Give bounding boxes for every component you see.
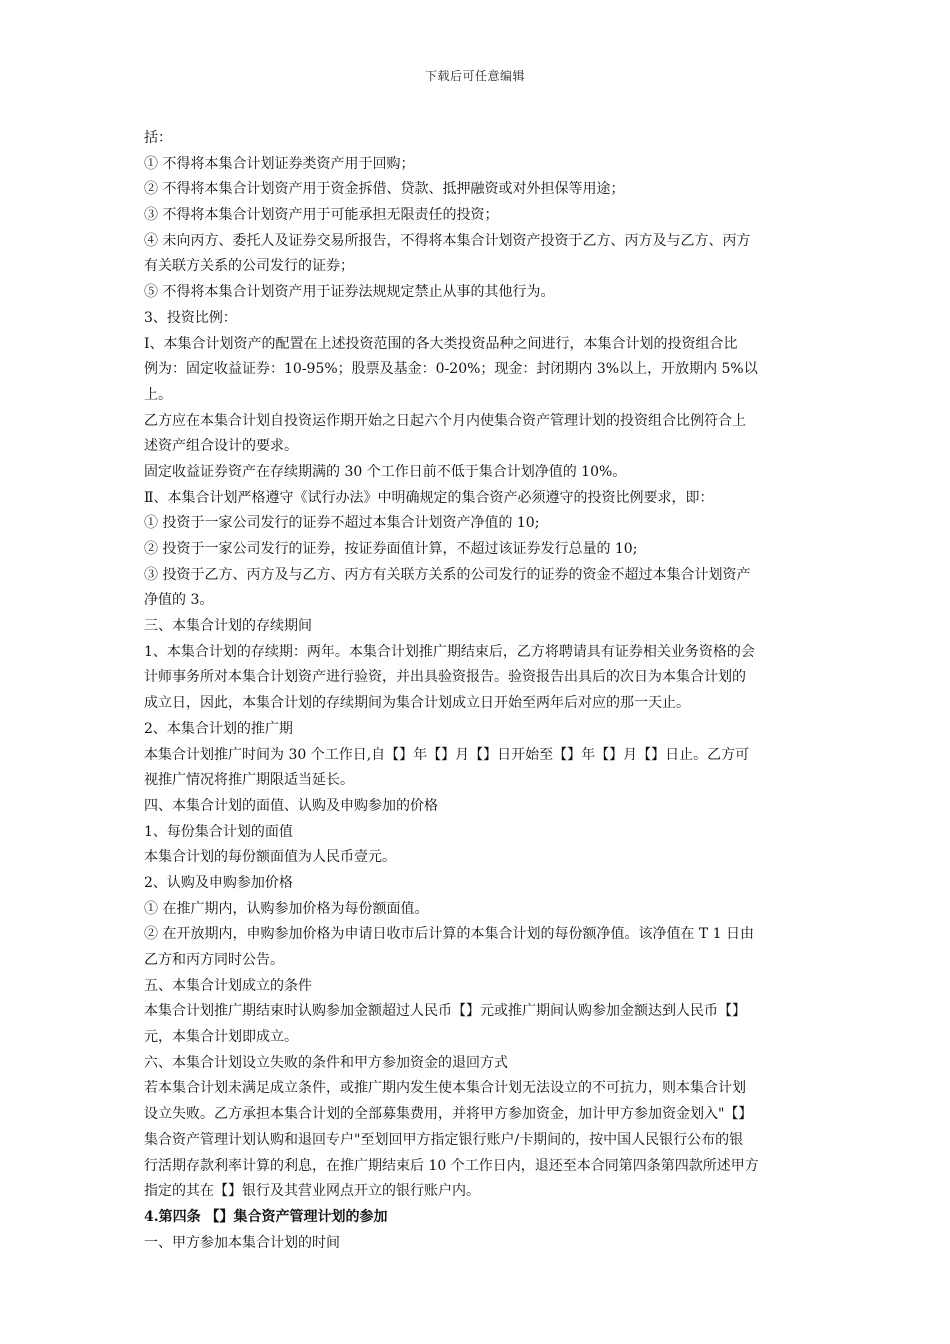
text-line: Ⅱ、本集合计划严格遵守《试行办法》中明确规定的集合资产必须遵守的投资比例要求，即：	[144, 489, 714, 506]
text-line: ③ 不得将本集合计划资产用于可能承担无限责任的投资；	[144, 207, 499, 224]
page-header-note: 下载后可任意编辑	[424, 69, 525, 83]
text-line: 上。	[144, 386, 172, 403]
text-line: ② 投资于一家公司发行的证券，按证券面值计算，不超过该证券发行总量的 10;	[144, 541, 638, 557]
document-body	[144, 126, 808, 1256]
section-heading: 4.第四条 【】集合资产管理计划的参加	[144, 1208, 388, 1225]
text-line: 六、本集合计划设立失败的条件和甲方参加资金的退回方式	[144, 1054, 508, 1071]
text-line: ① 不得将本集合计划证券类资产用于回购；	[144, 155, 415, 172]
text-line: 视推广情况将推广期限适当延长。	[144, 772, 354, 789]
text-line: 1、每份集合计划的面值	[144, 823, 293, 840]
text-line: 一、甲方参加本集合计划的时间	[144, 1234, 340, 1251]
text-line: 若本集合计划未满足成立条件，或推广期内发生使本集合计划无法设立的不可抗力，则本集合计划	[144, 1080, 746, 1097]
text-line: 五、本集合计划成立的条件	[144, 977, 312, 994]
text-line: ⑤ 不得将本集合计划资产用于证券法规规定禁止从事的其他行为。	[144, 284, 555, 301]
text-line: 2、本集合计划的推广期	[144, 720, 293, 737]
text-line: Ⅰ、本集合计划资产的配置在上述投资范围的各大类投资品种之间进行，本集合计划的投资组合比	[144, 335, 738, 352]
text-line: 行活期存款利率计算的利息，在推广期结束后 10 个工作日内，退还至本合同第四条第四款所述甲方	[144, 1157, 759, 1174]
text-line: 计师事务所对本集合计划资产进行验资，并出具验资报告。验资报告出具后的次日为本集合计划的	[144, 669, 746, 686]
text-line: ④ 未向丙方、委托人及证券交易所报告，不得将本集合计划资产投资于乙方、丙方及与乙方、丙方	[144, 232, 751, 249]
text-line: 3、投资比例：	[144, 309, 237, 326]
text-line: 述资产组合设计的要求。	[144, 438, 298, 455]
text-line: 成立日，因此，本集合计划的存续期间为集合计划成立日开始至两年后对应的那一天止。	[144, 695, 690, 712]
text-line: ③ 投资于乙方、丙方及与乙方、丙方有关联方关系的公司发行的证券的资金不超过本集合计划资产	[144, 566, 751, 583]
text-line: 乙方和丙方同时公告。	[144, 952, 284, 968]
text-line: 四、本集合计划的面值、认购及申购参加的价格	[144, 797, 438, 814]
text-line: 本集合计划推广时间为 30 个工作日,自【】年【】月【】日开始至【】年【】月【】日止。乙方可	[144, 746, 750, 763]
text-line: 净值的 3。	[144, 592, 214, 609]
text-line: 集合资产管理计划认购和退回专户"至划回甲方指定银行账户/卡期间的，按中国人民银行公布的银	[144, 1131, 744, 1148]
text-line: 本集合计划推广期结束时认购参加金额超过人民币【】元或推广期间认购参加金额达到人民币【】	[144, 1003, 746, 1020]
text-line: 例为：固定收益证券：10-95%；股票及基金：0-20%；现金：封闭期内 3%以上，开放期内 5%以	[144, 361, 758, 378]
text-line: 乙方应在本集合计划自投资运作期开始之日起六个月内使集合资产管理计划的投资组合比例符合上	[144, 412, 746, 429]
text-line: 指定的其在【】银行及其营业网点开立的银行账户内。	[144, 1183, 480, 1200]
text-line: ① 投资于一家公司发行的证券不超过本集合计划资产净值的 10;	[144, 515, 540, 532]
text-line: ② 不得将本集合计划资产用于资金拆借、贷款、抵押融资或对外担保等用途；	[144, 181, 625, 198]
text-line: 设立失败。乙方承担本集合计划的全部募集费用，并将甲方参加资金，加计甲方参加资金划入"【】	[144, 1106, 753, 1123]
text-line: ① 在推广期内，认购参加价格为每份额面值。	[144, 900, 429, 917]
text-line: 本集合计划的每份额面值为人民币壹元。	[144, 849, 396, 866]
text-line: 2、认购及申购参加价格	[144, 874, 293, 891]
text-line: 元，本集合计划即成立。	[144, 1029, 298, 1046]
text-line: 括：	[144, 130, 172, 146]
text-line: 1、本集合计划的存续期：两年。本集合计划推广期结束后，乙方将聘请具有证券相关业务资格的会	[144, 643, 755, 660]
text-line: 三、本集合计划的存续期间	[144, 618, 312, 635]
text-line: ② 在开放期内，申购参加价格为申请日收市后计算的本集合计划的每份额净值。该净值在 T 1 日由	[144, 926, 755, 943]
text-line: 有关联方关系的公司发行的证券；	[144, 258, 354, 275]
text-line: 固定收益证券资产在存续期满的 30 个工作日前不低于集合计划净值的 10%。	[144, 463, 627, 480]
